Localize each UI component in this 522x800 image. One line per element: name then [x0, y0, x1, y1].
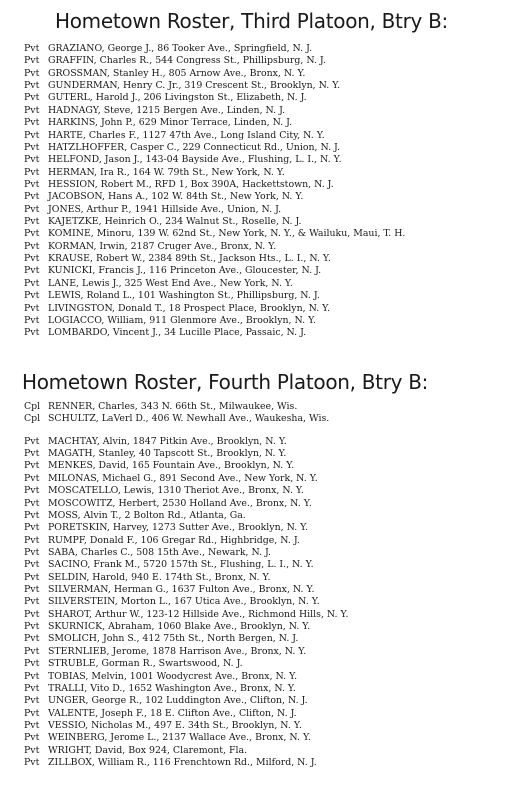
roster-entry	[24, 535, 522, 547]
rank-label: Pvt	[24, 104, 40, 116]
roster-entry	[24, 130, 522, 142]
name-address-text: KOMINE, Minoru, 139 W. 62nd St., New York, N. Y., & Wailuku, Maui, T. H.	[48, 228, 406, 240]
rank-label: Pvt	[24, 129, 40, 141]
rank-label: Pvt	[24, 253, 40, 265]
name-address-text: MACHTAY, Alvin, 1847 Pitkin Ave., Brooklyn, N. Y.	[48, 435, 287, 447]
roster-entry	[24, 757, 522, 769]
roster-entry	[24, 191, 522, 203]
rank-label: Pvt	[24, 633, 40, 645]
rank-label: Pvt	[24, 584, 40, 596]
rank-label: Pvt	[24, 117, 40, 129]
roster-entry	[24, 448, 522, 460]
rank-label: Pvt	[24, 327, 40, 339]
rank-label: Pvt	[24, 154, 40, 166]
name-address-text: HARKINS, John P., 629 Minor Terrace, Linden, N. J.	[48, 117, 293, 129]
roster-entry	[24, 327, 522, 339]
rank-label: Pvt	[24, 448, 40, 460]
roster-entry	[24, 92, 522, 104]
roster-entry	[24, 253, 522, 265]
name-address-text: WEINBERG, Jerome L., 2137 Wallace Ave., Bronx, N. Y.	[48, 732, 311, 744]
roster-entry	[24, 154, 522, 166]
fourth-platoon-roster-list	[24, 401, 522, 769]
name-address-text: VESSIO, Nicholas M., 497 E. 34th St., Brooklyn, N. Y.	[48, 719, 302, 731]
name-address-text: SELDIN, Harold, 940 E. 174th St., Bronx, N. Y.	[48, 571, 271, 583]
roster-entry	[24, 621, 522, 633]
rank-label: Pvt	[24, 166, 40, 178]
name-address-text: SILVERSTEIN, Morton L., 167 Utica Ave., Brooklyn, N. Y.	[48, 596, 320, 608]
name-address-text: GRAFFIN, Charles R., 544 Congress St., Phillipsburg, N. J.	[48, 55, 326, 67]
roster-entry	[24, 633, 522, 645]
roster-entry	[24, 315, 522, 327]
fourth-platoon-heading: Hometown Roster, Fourth Platoon, Btry B:	[22, 370, 429, 394]
rank-label: Pvt	[24, 509, 40, 521]
name-address-text: MOSCATELLO, Lewis, 1310 Theriot Ave., Bronx, N. Y.	[48, 485, 304, 497]
rank-label: Pvt	[24, 290, 40, 302]
name-address-text: JONES, Arthur P., 1941 Hillside Ave., Union, N. J.	[48, 203, 282, 215]
roster-entry	[24, 460, 522, 472]
roster-entry	[24, 55, 522, 67]
rank-label: Pvt	[24, 670, 40, 682]
roster-entry	[24, 547, 522, 559]
name-address-text: GUTERL, Harold J., 206 Livingston St., Elizabeth, N. J.	[48, 92, 307, 104]
rank-label: Pvt	[24, 682, 40, 694]
roster-entry	[24, 485, 522, 497]
roster-entry	[24, 745, 522, 757]
roster-entry	[24, 510, 522, 522]
roster-entry	[24, 708, 522, 720]
rank-label: Pvt	[24, 141, 40, 153]
roster-entry	[24, 105, 522, 117]
name-address-text: MENKES, David, 165 Fountain Ave., Brooklyn, N. Y.	[48, 460, 295, 472]
name-address-text: ZILLBOX, William R., 116 Frenchtown Rd., Milford, N. J.	[48, 757, 317, 769]
rank-label: Pvt	[24, 67, 40, 79]
name-address-text: KUNICKI, Francis J., 116 Princeton Ave., Gloucester, N. J.	[48, 265, 322, 277]
rank-label: Pvt	[24, 695, 40, 707]
rank-label: Pvt	[24, 571, 40, 583]
name-address-text: GROSSMAN, Stanley H., 805 Arnow Ave., Bronx, N. Y.	[48, 67, 306, 79]
name-address-text: KORMAN, Irwin, 2187 Cruger Ave., Bronx, N. Y.	[48, 240, 277, 252]
name-address-text: KRAUSE, Robert W., 2384 89th St., Jackson Hts., L. I., N. Y.	[48, 253, 331, 265]
roster-entry	[24, 473, 522, 485]
rank-label: Pvt	[24, 546, 40, 558]
rank-label: Pvt	[24, 522, 40, 534]
rank-label: Pvt	[24, 240, 40, 252]
rank-label: Pvt	[24, 534, 40, 546]
roster-entry	[24, 436, 522, 448]
name-address-text: WRIGHT, David, Box 924, Claremont, Fla.	[48, 744, 248, 756]
rank-label: Pvt	[24, 497, 40, 509]
roster-entry	[24, 671, 522, 683]
rank-label: Cpl	[24, 413, 41, 425]
name-address-text: PORETSKIN, Harvey, 1273 Sutter Ave., Brooklyn, N. Y.	[48, 522, 309, 534]
rank-label: Pvt	[24, 55, 40, 67]
name-address-text: HARTE, Charles F., 1127 47th Ave., Long Island City, N. Y.	[48, 129, 325, 141]
rank-label: Pvt	[24, 658, 40, 670]
rank-label: Pvt	[24, 80, 40, 92]
name-address-text: KAJETZKE, Heinrich O., 234 Walnut St., Roselle, N. J.	[48, 216, 302, 228]
rank-label: Pvt	[24, 460, 40, 472]
roster-entry	[24, 80, 522, 92]
name-address-text: MILONAS, Michael G., 891 Second Ave., New York, N. Y.	[48, 472, 318, 484]
roster-entry	[24, 572, 522, 584]
rank-label: Pvt	[24, 216, 40, 228]
roster-entry	[24, 216, 522, 228]
rank-label: Pvt	[24, 43, 40, 54]
fourth-platoon-section	[0, 370, 522, 769]
name-address-text: SKURNICK, Abraham, 1060 Blake Ave., Brooklyn, N. Y.	[48, 621, 311, 633]
rank-label: Pvt	[24, 719, 40, 731]
name-address-text: HERMAN, Ira R., 164 W. 79th St., New York, N. Y.	[48, 166, 285, 178]
name-address-text: LIVINGSTON, Donald T., 18 Prospect Place, Brooklyn, N. Y.	[48, 302, 331, 314]
name-address-text: RUMPF, Donald F., 106 Gregar Rd., Highbridge, N. J.	[48, 534, 300, 546]
rank-label: Pvt	[24, 744, 40, 756]
roster-entry	[24, 303, 522, 315]
roster-entry	[24, 265, 522, 277]
name-address-text: LOGIACCO, William, 911 Glenmore Ave., Brooklyn, N. Y.	[48, 314, 317, 326]
rank-label: Pvt	[24, 707, 40, 719]
rank-label: Pvt	[24, 203, 40, 215]
roster-entry	[24, 695, 522, 707]
rank-label: Pvt	[24, 92, 40, 104]
roster-entry	[24, 522, 522, 534]
roster-entry	[24, 142, 522, 154]
roster-entry	[24, 117, 522, 129]
third-platoon-section	[0, 9, 522, 339]
roster-entry	[24, 401, 522, 413]
roster-entry	[24, 732, 522, 744]
roster-entry	[24, 559, 522, 571]
name-address-text: LEWIS, Roland L., 101 Washington St., Phillipsburg, N. J.	[48, 290, 320, 302]
roster-entry	[24, 167, 522, 179]
name-address-text: RENNER, Charles, 343 N. 66th St., Milwaukee, Wis.	[48, 401, 298, 412]
third-platoon-heading: Hometown Roster, Third Platoon, Btry B:	[55, 9, 448, 33]
name-address-text: HELFOND, Jason J., 143-04 Bayside Ave., Flushing, L. I., N. Y.	[48, 154, 342, 166]
rank-label: Pvt	[24, 472, 40, 484]
roster-entry	[24, 498, 522, 510]
rank-label: Pvt	[24, 757, 40, 769]
name-address-text: HATZLHOFFER, Casper C., 229 Connecticut Rd., Union, N. J.	[48, 141, 341, 153]
roster-entry	[24, 68, 522, 80]
name-address-text: LOMBARDO, Vincent J., 34 Lucille Place, Passaic, N. J.	[48, 327, 307, 339]
roster-entry	[24, 720, 522, 732]
roster-entry	[24, 658, 522, 670]
roster-entry	[24, 683, 522, 695]
name-address-text: GRAZIANO, George J., 86 Tooker Ave., Springfield, N. J.	[48, 43, 313, 54]
roster-entry	[24, 228, 522, 240]
name-address-text: SMOLICH, John S., 412 75th St., North Bergen, N. J.	[48, 633, 299, 645]
name-address-text: SCHULTZ, LaVerl D., 406 W. Newhall Ave., Waukesha, Wis.	[48, 413, 330, 425]
rank-label: Pvt	[24, 314, 40, 326]
roster-entry	[24, 43, 522, 55]
name-address-text: MOSCOWITZ, Herbert, 2530 Holland Ave., Bronx, N. Y.	[48, 497, 312, 509]
rank-label: Pvt	[24, 559, 40, 571]
rank-label: Pvt	[24, 435, 40, 447]
rank-label: Pvt	[24, 485, 40, 497]
rank-label: Cpl	[24, 401, 41, 412]
name-address-text: GUNDERMAN, Henry C. Jr., 319 Crescent St., Brooklyn, N. Y.	[48, 80, 341, 92]
roster-entry	[24, 646, 522, 658]
name-address-text: LANE, Lewis J., 325 West End Ave., New York, N. Y.	[48, 277, 293, 289]
roster-entry	[24, 413, 522, 425]
roster-entry	[24, 179, 522, 191]
rank-label: Pvt	[24, 277, 40, 289]
rank-label: Pvt	[24, 596, 40, 608]
roster-entry	[24, 596, 522, 608]
name-address-text: SACINO, Frank M., 5720 157th St., Flushing, L. I., N. Y.	[48, 559, 314, 571]
name-address-text: JACOBSON, Hans A., 102 W. 84th St., New York, N. Y.	[48, 191, 304, 203]
name-address-text: MOSS, Alvin T., 2 Bolton Rd., Atlanta, Ga.	[48, 509, 246, 521]
rank-label: Pvt	[24, 645, 40, 657]
rank-label: Pvt	[24, 732, 40, 744]
rank-label: Pvt	[24, 302, 40, 314]
name-address-text: VALENTE, Joseph F., 18 E. Clifton Ave., Clifton, N. J.	[48, 707, 297, 719]
roster-entry	[24, 609, 522, 621]
name-address-text: STRUBLE, Gorman R., Swartswood, N. J.	[48, 658, 243, 670]
rank-label: Pvt	[24, 621, 40, 633]
rank-label: Pvt	[24, 178, 40, 190]
name-address-text: HADNAGY, Steve, 1215 Bergen Ave., Linden, N. J.	[48, 104, 286, 116]
roster-entry	[24, 290, 522, 302]
third-platoon-roster-list	[24, 43, 522, 340]
name-address-text: SILVERMAN, Herman G., 1637 Fulton Ave., Bronx, N. Y.	[48, 584, 315, 596]
rank-label: Pvt	[24, 265, 40, 277]
rank-label: Pvt	[24, 228, 40, 240]
name-address-text: HESSION, Robert M., RFD 1, Box 390A, Hackettstown, N. J.	[48, 178, 334, 190]
rank-label: Pvt	[24, 191, 40, 203]
name-address-text: UNGER, George R., 102 Luddington Ave., Clifton, N. J.	[48, 695, 308, 707]
name-address-text: MAGATH, Stanley, 40 Tapscott St., Brooklyn, N. Y.	[48, 448, 287, 460]
roster-entry	[24, 241, 522, 253]
name-address-text: SABA, Charles C., 508 15th Ave., Newark, N. J.	[48, 546, 272, 558]
name-address-text: SHAROT, Arthur W., 123-12 Hillside Ave., Richmond Hills, N. Y.	[48, 608, 349, 620]
roster-entry	[24, 204, 522, 216]
name-address-text: STERNLIEB, Jerome, 1878 Harrison Ave., Bronx, N. Y.	[48, 645, 307, 657]
name-address-text: TOBIAS, Melvin, 1001 Woodycrest Ave., Bronx, N. Y.	[48, 670, 298, 682]
roster-entry	[24, 278, 522, 290]
name-address-text: TRALLI, Vito D., 1652 Washington Ave., Bronx, N. Y.	[48, 682, 296, 694]
roster-entry	[24, 584, 522, 596]
rank-label: Pvt	[24, 608, 40, 620]
